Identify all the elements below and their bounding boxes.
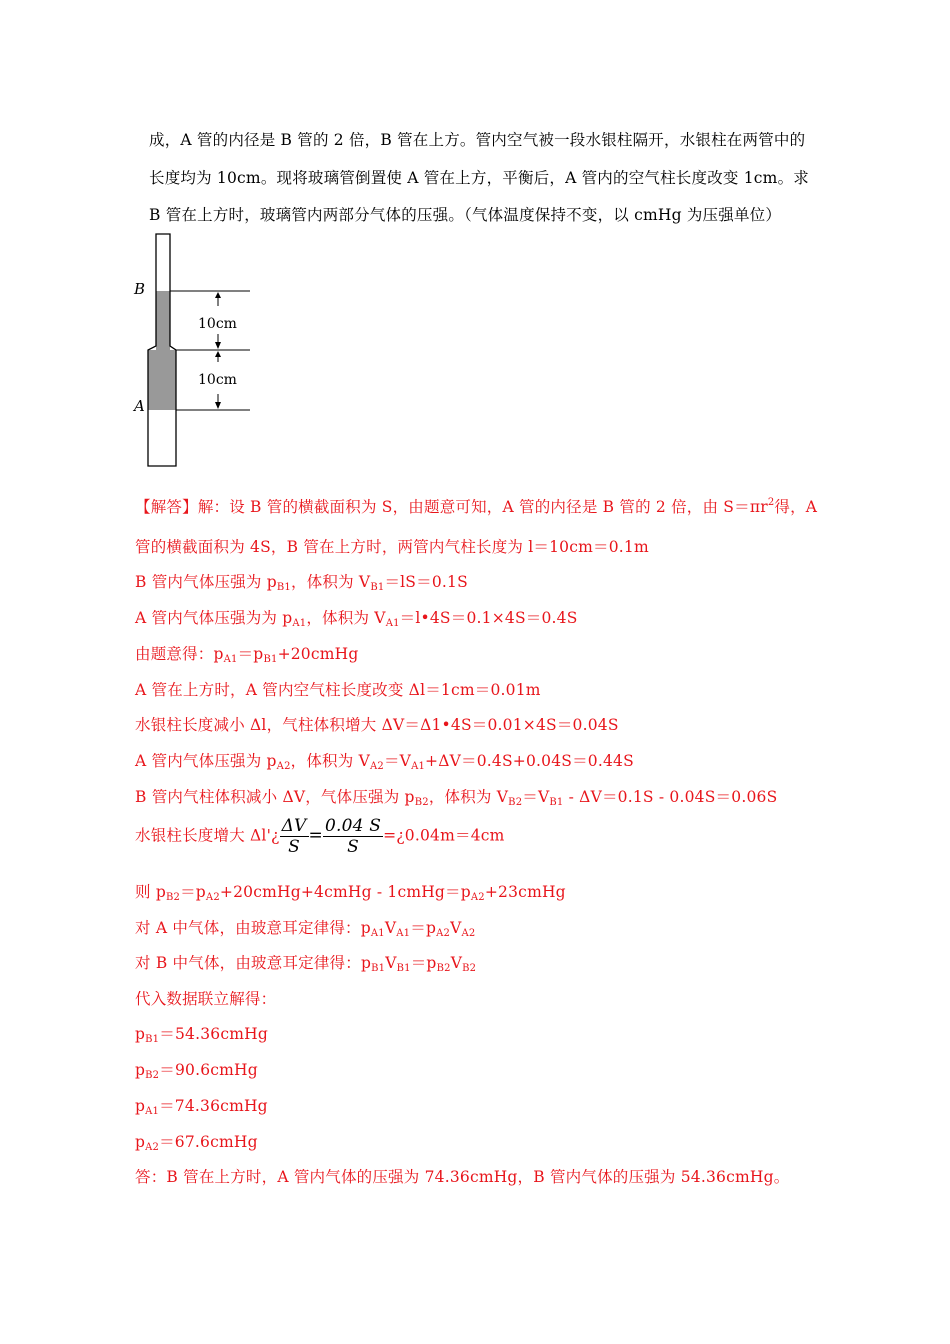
arrow-down-icon bbox=[215, 402, 221, 409]
arrow-down-icon bbox=[215, 342, 221, 349]
fraction-1: $\frac{\Delta V}{S}$ bbox=[281, 816, 307, 857]
answer-line-12: 对 A 中气体，由玻意耳定律得：$p_{A1}V_{A1}=p_{A2}V_{A2}$ bbox=[135, 919, 476, 939]
answer-line-18: $p_{A2}=67.6cmHg$ bbox=[135, 1133, 258, 1153]
mercury-column-b bbox=[156, 291, 170, 350]
arrow-up-icon bbox=[215, 351, 221, 357]
label-b: B bbox=[134, 280, 146, 298]
answer-tag: 【解答】 bbox=[135, 498, 198, 516]
answer-line-13: 对 B 中气体，由玻意耳定律得：$p_{B1}V_{B1}=p_{B2}V_{B2}$ bbox=[135, 954, 477, 974]
label-a: A bbox=[134, 397, 145, 415]
answer-line-2: 管的横截面积为 4S，B 管在上方时，两管内气柱长度为 l＝10cm＝0.1m bbox=[135, 538, 649, 556]
answer-line-9: B 管内气柱体积减小 ΔV，气体压强为 $p_{B2}$，体积为 $V_{B2}=V_{B1} - \Delta V=0.1S - 0.04S=0.06S$ bbox=[135, 788, 778, 808]
mercury-column-a bbox=[148, 350, 176, 410]
answer-line-14: 代入数据联立解得： bbox=[135, 990, 277, 1008]
problem-line-3: B 管在上方时，玻璃管内两部分气体的压强。（气体温度保持不变，以 cmHg 为压强单位） bbox=[149, 206, 782, 224]
answer-line-10: 水银柱长度增大 Δl'¿ $\frac{\Delta V}{S}$ = $\frac{0.04 S}{S}$ =¿0.04m＝4cm bbox=[135, 816, 505, 857]
answer-line-1: 【解答】解：设 B 管的横截面积为 S，由题意可知，A 管的内径是 B 管的 2 倍，由 $S=\pi r^2$得，A bbox=[135, 497, 818, 516]
tube-figure bbox=[128, 228, 258, 472]
problem-line-1: 成，A 管的内径是 B 管的 2 倍，B 管在上方。管内空气被一段水银柱隔开，水银柱在两管中的 bbox=[149, 131, 806, 149]
answer-line-16: $p_{B2}=90.6cmHg$ bbox=[135, 1061, 258, 1081]
problem-line-2: 长度均为 10cm。现将玻璃管倒置使 A 管在上方，平衡后，A 管内的空气柱长度改变 1cm。求 bbox=[149, 169, 809, 187]
answer-line-15: $p_{B1}=54.36cmHg$ bbox=[135, 1025, 268, 1045]
fraction-2: $\frac{0.04 S}{S}$ bbox=[324, 816, 382, 857]
answer-line-3: B 管内气体压强为 $p_{B1}$，体积为 $V_{B1}=lS=0.1S$ bbox=[135, 573, 468, 593]
answer-line-4: A 管内气体压强为为 $p_{A1}$，体积为 $V_{A1}=l•4S=0.1\times 4S=0.4S$ bbox=[135, 609, 578, 629]
answer-line-17: $p_{A1}=74.36cmHg$ bbox=[135, 1097, 268, 1117]
answer-line-7: 水银柱长度减小 Δl，气柱体积增大 ΔV＝Δ1•4S＝0.01×4S＝0.04S bbox=[135, 716, 619, 734]
answer-line-8: A 管内气体压强为 $p_{A2}$，体积为 $V_{A2}=V_{A1}+\Delta V=0.4S+0.04S=0.44S$ bbox=[135, 752, 634, 772]
answer-line-5: 由题意得：$p_{A1}=p_{B1}+20cmHg$ bbox=[135, 645, 359, 665]
dimension-upper: 10cm bbox=[198, 316, 237, 332]
arrow-up-icon bbox=[215, 292, 221, 298]
dimension-lower: 10cm bbox=[198, 372, 237, 388]
answer-line-19: 答：B 管在上方时，A 管内气体的压强为 74.36cmHg，B 管内气体的压强为 54.36cmHg。 bbox=[135, 1168, 790, 1186]
answer-line-11: 则 $p_{B2}=p_{A2}+20cmHg+4cmHg$ - $1cmHg=p_{A2}+23cmHg$ bbox=[135, 883, 566, 903]
answer-line-6: A 管在上方时，A 管内空气柱长度改变 Δl＝1cm＝0.01m bbox=[135, 681, 541, 699]
